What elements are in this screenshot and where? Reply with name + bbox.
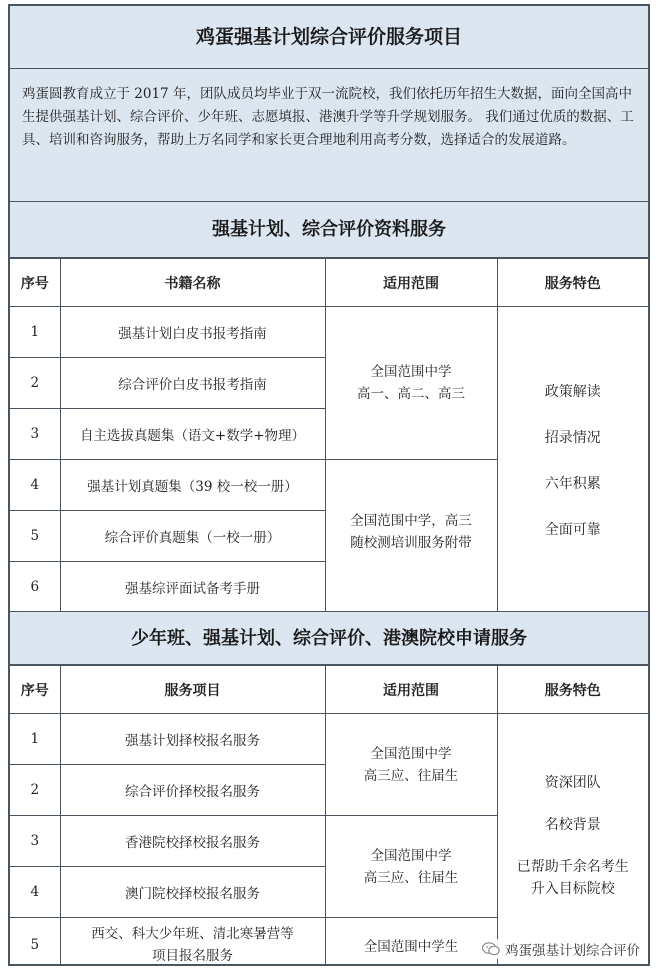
scope-cell: 全国范围中学 高三应、往届生 [325, 714, 497, 816]
scope-cell: 全国范围中学 高三应、往届生 [325, 816, 497, 918]
feature-item: 六年积累 [544, 475, 601, 492]
feature-item: 资深团队 [544, 775, 601, 791]
feature-cell [497, 714, 648, 967]
service-name: 西交、科大少年班、清北寒暑营等 项目报名服务 [60, 918, 325, 967]
row-number: 5 [10, 918, 60, 967]
intro-paragraph: 鸡蛋圆教育成立于 2017 年，团队成员均毕业于双一流院校，我们依托历年招生大数据，面向全国高中生提供强基计划、综合评价、少年班、志愿填报、港澳升学等升学规划服务。 我们通过优质的数据、工具、培训和咨询服务，帮助上万名同学和家长更合理地利用高考分数，选择适合的发展道路。 [10, 69, 648, 202]
table-row [10, 714, 648, 765]
wechat-watermark [482, 939, 640, 959]
col-header-no: 序号 [10, 666, 60, 714]
row-number: 3 [10, 816, 60, 867]
col-header-feature: 服务特色 [497, 666, 648, 714]
feature-item: 全面可靠 [544, 521, 601, 538]
scope-cell: 全国范围中学生 [325, 918, 497, 967]
section2-heading: 少年班、强基计划、综合评价、港澳院校申请服务 [10, 611, 648, 665]
scope-cell: 全国范围中学 高一、高二、高三 [325, 307, 497, 460]
row-number: 2 [10, 358, 60, 409]
service-name: 综合评价择校报名服务 [60, 765, 325, 816]
watermark-text: 鸡蛋强基计划综合评价 [505, 943, 640, 959]
row-number: 1 [10, 714, 60, 765]
application-table [10, 665, 648, 966]
service-sheet [8, 4, 650, 966]
book-name: 强基计划白皮书报考指南 [60, 307, 325, 358]
col-header-no: 序号 [10, 259, 60, 307]
col-header-feature: 服务特色 [497, 259, 648, 307]
table-row [10, 307, 648, 358]
col-header-scope: 适用范围 [325, 259, 497, 307]
row-number: 6 [10, 562, 60, 613]
book-name: 综合评价真题集（一校一册） [60, 511, 325, 562]
book-name: 综合评价白皮书报考指南 [60, 358, 325, 409]
scope-cell: 全国范围中学，高三 随校测培训服务附带 [325, 460, 497, 613]
service-name: 强基计划择校报名服务 [60, 714, 325, 765]
row-number: 1 [10, 307, 60, 358]
table-header-row [10, 259, 648, 307]
table-header-row [10, 666, 648, 714]
feature-cell [497, 307, 648, 613]
service-name: 香港院校择校报名服务 [60, 816, 325, 867]
row-number: 5 [10, 511, 60, 562]
section1-heading: 强基计划、综合评价资料服务 [10, 202, 648, 258]
feature-item: 已帮助千余名考生 升入目标院校 [516, 859, 629, 897]
page-title: 鸡蛋强基计划综合评价服务项目 [10, 6, 648, 69]
col-header-name: 书籍名称 [60, 259, 325, 307]
row-number: 4 [10, 867, 60, 918]
materials-table [10, 258, 648, 613]
col-header-scope: 适用范围 [325, 666, 497, 714]
row-number: 3 [10, 409, 60, 460]
feature-item: 名校背景 [544, 817, 601, 833]
book-name: 强基计划真题集（39 校一校一册） [60, 460, 325, 511]
row-number: 4 [10, 460, 60, 511]
wechat-icon [482, 942, 500, 956]
row-number: 2 [10, 765, 60, 816]
feature-item: 招录情况 [544, 429, 601, 446]
feature-item: 政策解读 [544, 383, 601, 400]
service-name: 澳门院校择校报名服务 [60, 867, 325, 918]
col-header-service: 服务项目 [60, 666, 325, 714]
book-name: 自主选拔真题集（语文+数学+物理） [60, 409, 325, 460]
book-name: 强基综评面试备考手册 [60, 562, 325, 613]
